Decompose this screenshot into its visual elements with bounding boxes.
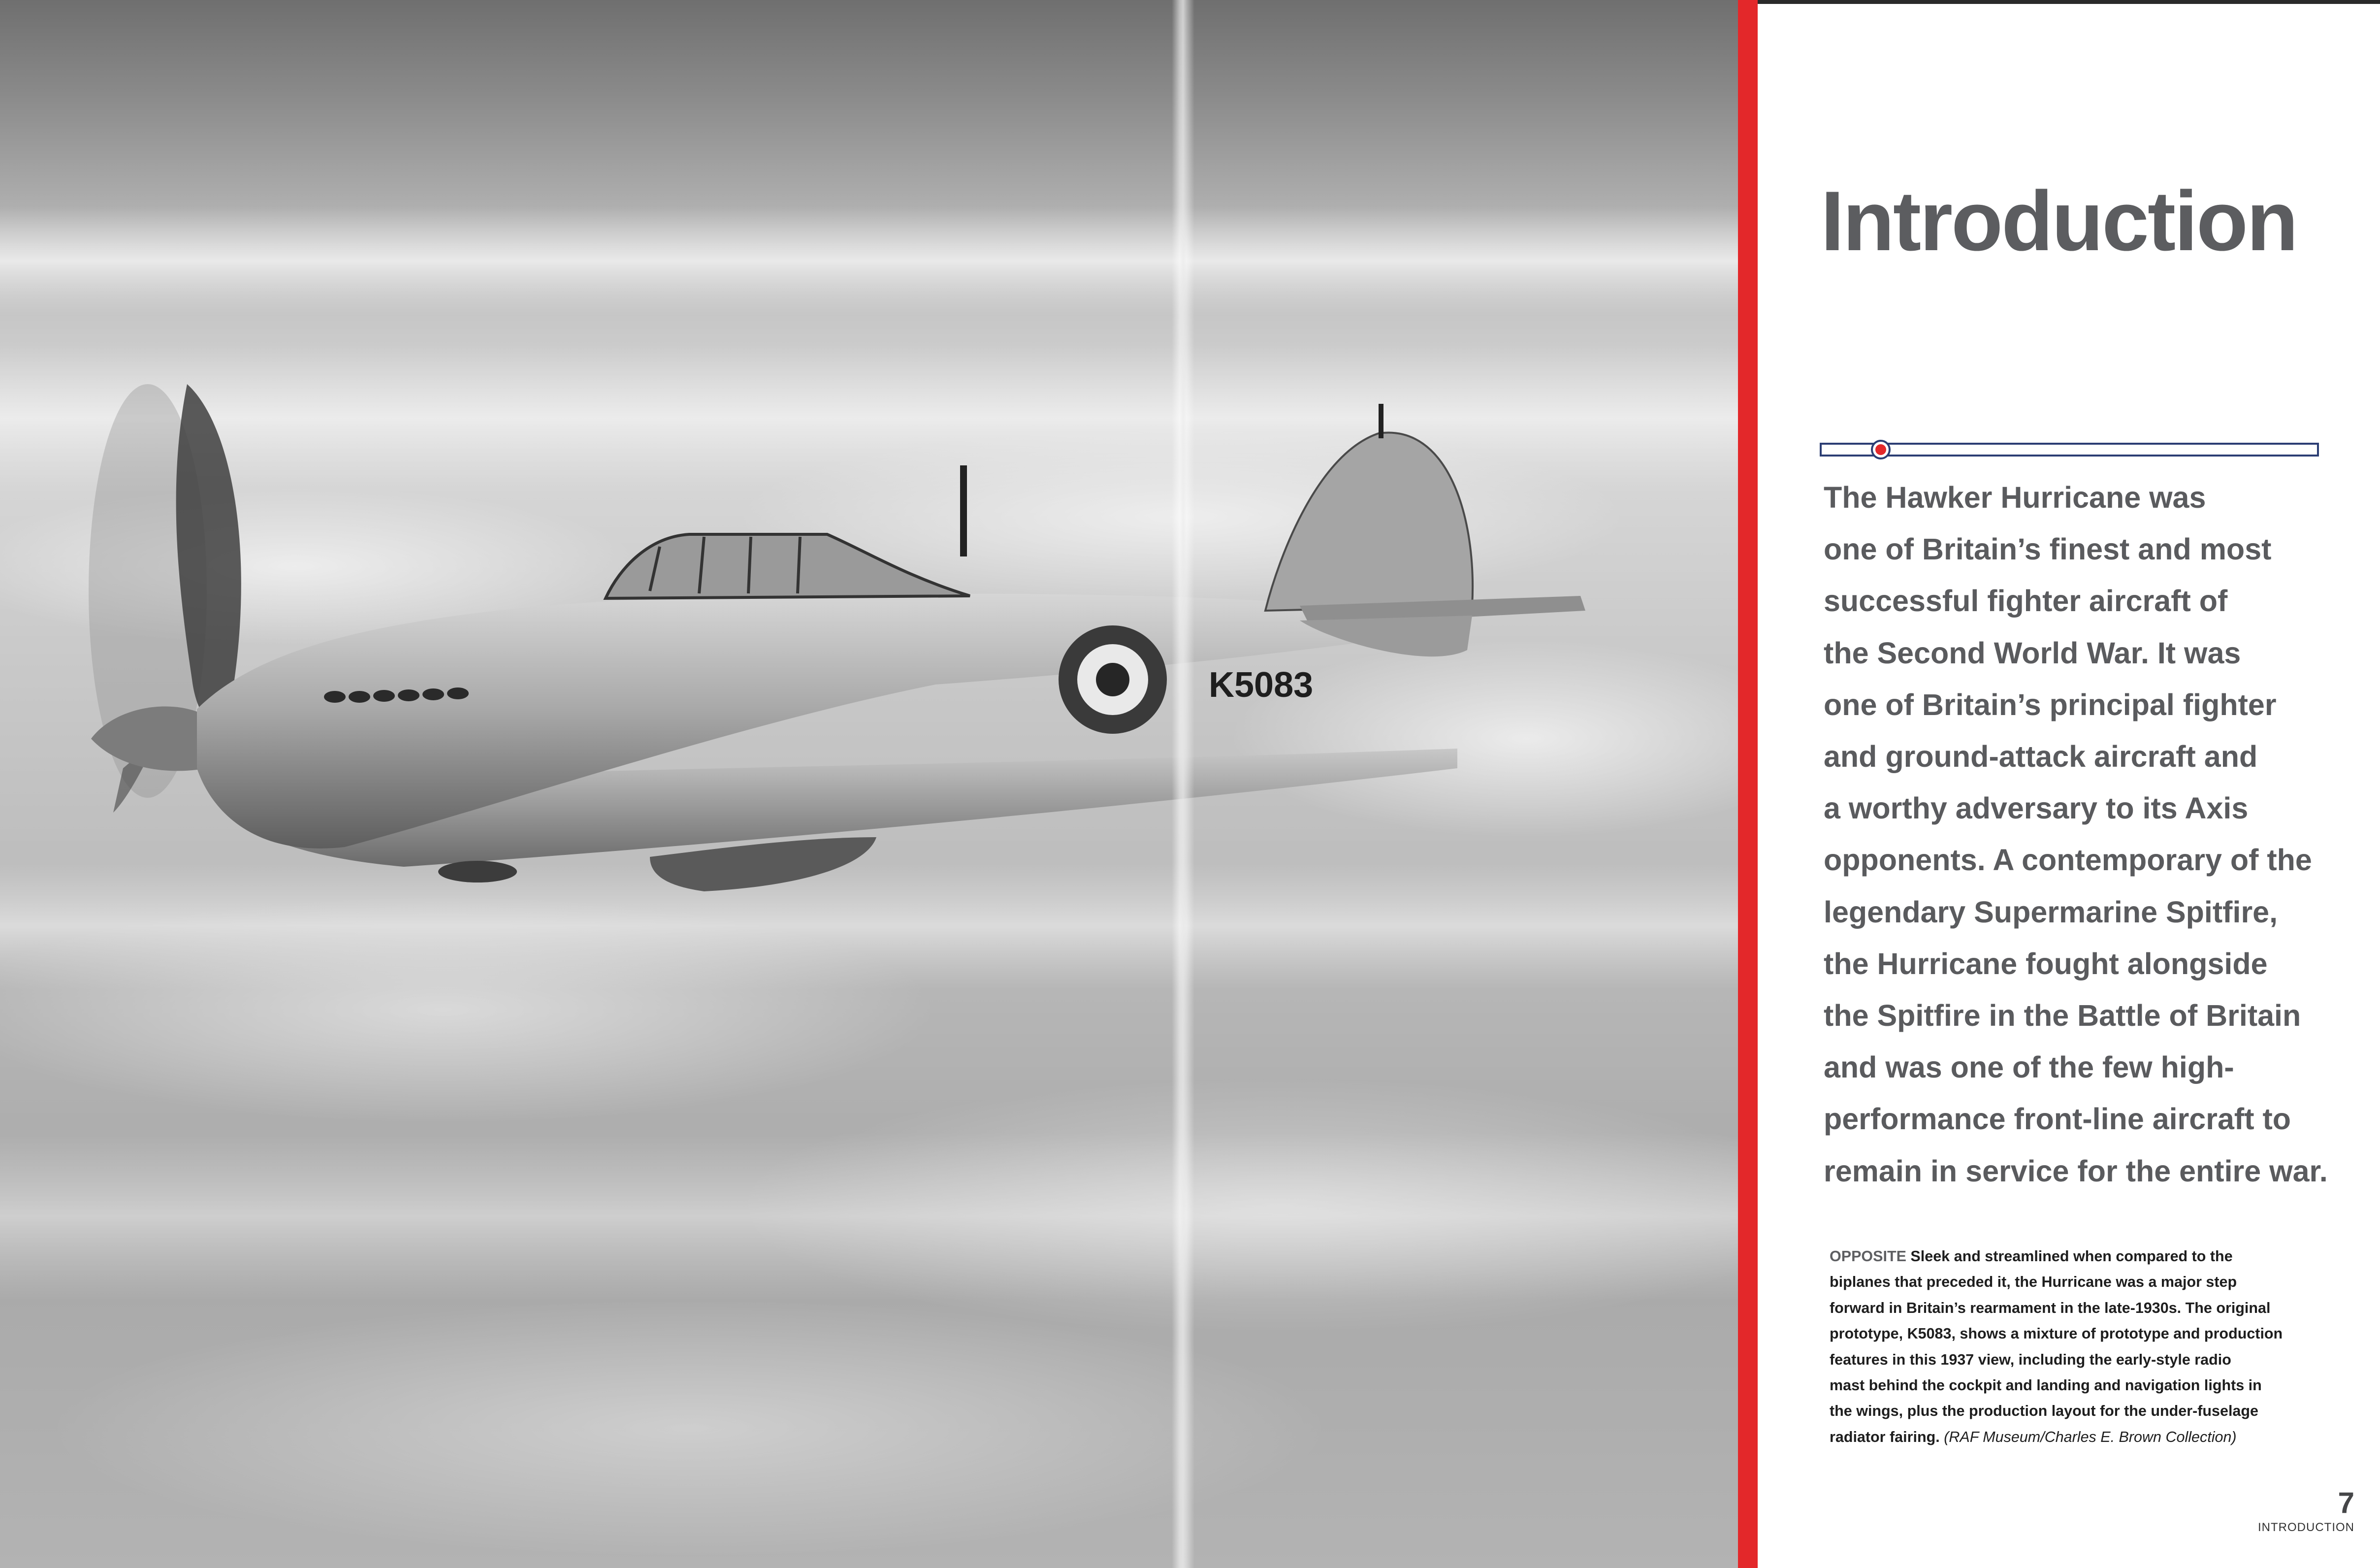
caption-line: forward in Britain’s rearmament in the late-1930s. The original	[1830, 1299, 2271, 1316]
top-rule	[1758, 0, 2380, 4]
caption-line: biplanes that preceded it, the Hurricane was a major step	[1830, 1274, 2237, 1291]
page-number: 7	[2338, 1486, 2354, 1519]
intro-line: a worthy adversary to its Axis	[1824, 791, 2249, 825]
page-title: Introduction	[1821, 174, 2297, 268]
intro-line: one of Britain’s finest and most	[1824, 532, 2272, 566]
text-page	[1758, 0, 2380, 1568]
accent-bar	[1738, 0, 1758, 1568]
book-gutter	[1172, 0, 1194, 1568]
running-foot: INTRODUCTION	[2258, 1521, 2354, 1534]
caption-line: mast behind the cockpit and landing and navigation lights in	[1830, 1377, 2262, 1394]
intro-line: performance front-line aircraft to	[1824, 1102, 2291, 1136]
intro-paragraph	[1824, 472, 2346, 1197]
photo-caption	[1830, 1243, 2327, 1450]
intro-line: The Hawker Hurricane was	[1824, 481, 2206, 514]
caption-line: radiator fairing.	[1830, 1428, 1940, 1445]
aircraft-serial: K5083	[1209, 665, 1314, 705]
intro-line: the Second World War. It was	[1824, 636, 2241, 670]
folio	[2258, 1487, 2354, 1535]
caption-line: the wings, plus the production layout for the under-fuselage	[1830, 1403, 2258, 1420]
intro-line: opponents. A contemporary of the	[1824, 843, 2312, 877]
intro-line: one of Britain’s principal fighter	[1824, 687, 2277, 721]
intro-line: remain in service for the entire war.	[1824, 1154, 2328, 1188]
photo-credit: (RAF Museum/Charles E. Brown Collection)	[1944, 1428, 2237, 1445]
intro-line: and ground-attack aircraft and	[1824, 740, 2258, 774]
caption-line: features in this 1937 view, including the early-style radio	[1830, 1351, 2231, 1368]
intro-line: legendary Supermarine Spitfire,	[1824, 895, 2278, 929]
intro-line: and was one of the few high-	[1824, 1050, 2234, 1084]
title-ornament	[1820, 438, 2320, 461]
intro-line: successful fighter aircraft of	[1824, 584, 2228, 618]
intro-line: the Hurricane fought alongside	[1824, 947, 2268, 980]
caption-line: prototype, K5083, shows a mixture of prototype and production	[1830, 1325, 2283, 1342]
caption-line: Sleek and streamlined when compared to the	[1910, 1248, 2233, 1265]
caption-label: OPPOSITE	[1830, 1248, 1906, 1265]
intro-line: the Spitfire in the Battle of Britain	[1824, 999, 2301, 1033]
